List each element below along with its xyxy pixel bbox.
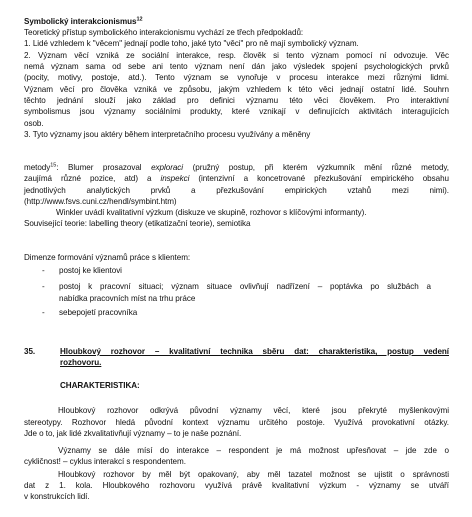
list-item: - postoj k pracovní situaci; význam situace ovlivňují nadřízení – poptávka po službách a	[59, 282, 431, 293]
source-url[interactable]: (http://www.fsvs.cuni.cz/hendl/symbint.htm)	[24, 197, 177, 206]
dimension-title: Dimenze formování významů práce s klientem:	[24, 253, 191, 262]
body-line: stereotypy. Rozhovor hledá původní kontext významu určitého postoje. Využívá provokativní otázky.	[24, 418, 449, 427]
list-item: - sebepojetí pracovníka	[59, 308, 137, 319]
body-line: Jde o to, jak lidé zkvalitativňují významy – to je naše poznání.	[24, 429, 242, 438]
list-item-continued: nabídka pracovních míst na trhu práce	[59, 294, 196, 303]
section-heading: Symbolický interakcionismus$^{12}$	[24, 16, 143, 26]
body-line: nemá význam sama od sebe ani tento význam není dán jako výsledek spojení psychologických prvků	[24, 62, 449, 71]
body-line: 1. Lidé vzhledem k "věcem" jednají podle toho, jaké tyto "věci" pro ně mají symbolický význam.	[24, 39, 359, 48]
characteristics-heading: CHARAKTERISTIKA:	[60, 381, 140, 390]
body-line: cykličnost! – cyklus interakcí s respondentem.	[24, 457, 186, 466]
list-item: - postoj ke klientovi	[59, 266, 122, 277]
body-line: Hloubkový rozhovor odkrývá původní významy věcí, které jsou překryté myšlenkovými	[58, 406, 449, 415]
body-line: Význam věcí pro člověka vzniká ve způsobu, jakým vzhledem k této věci jednají ostatní lidé. Souhrn	[24, 85, 449, 94]
body-line: 2. Význam věcí vzniká ze sociální interakce, resp. člověk si tento význam pomocí ní odvozuje. Věc	[24, 51, 449, 60]
methods-line: jednotlivých analytických prvků a přezkušování empirických vztahů mezi nimi).	[24, 186, 449, 195]
body-line: dat z 1. kola. Hloubkového rozhovoru využívá právě kvalitativní výzkum - významy se utváří	[24, 481, 449, 490]
question-title-cont: rozhovoru.	[60, 358, 102, 367]
body-line: Hloubkový rozhovor by měl být opakovaný, aby měl tazatel možnost se ujistit o správnosti	[58, 470, 449, 479]
methods-line: metody$^{15}$: Blumer prosazoval exploraci (pružný postup, při kterém výzkumník mění různé metody,	[24, 162, 449, 172]
body-line: v konstrukcích lidí.	[24, 492, 90, 501]
body-line: symbolismus jsou významy sociálními produkty, které vznikají v definujících aktivitách interagujících	[24, 107, 449, 116]
methods-line: Winkler uvádí kvalitativní výzkum (diskuze ve skupině, rozhovor s klíčovými informanty).	[56, 208, 367, 217]
body-line: (pocity, motivy, postoje, atd.). Tento význam se vynořuje v procesu interakce mezi různými lidmi.	[24, 73, 449, 82]
body-line: těchto jednání slouží jako základ pro definici významu této věci člověkem. Pro interaktivní	[24, 96, 449, 105]
body-line: 3. Tyto významy jsou aktéry během interpretačního procesu využívány a měněny	[24, 130, 311, 139]
body-line: osob.	[24, 119, 44, 128]
body-line: Teoretický přístup symbolického interakcionismu vychází ze třech předpokladů:	[24, 28, 304, 37]
question-number: 35.	[24, 347, 36, 356]
question-title: Hloubkový rozhovor – kvalitativní technika sběru dat: charakteristika, postup vedení	[60, 347, 449, 356]
related-theories: Související teorie: labelling theory (etikatizační teorie), semiotika	[24, 219, 251, 228]
body-line: Významy se dále mísí do interakce – respondent je má možnost upřesňovat – jde zde o	[58, 446, 449, 455]
methods-line: zaujímá různé pozice, atd) a inspekci (intenzivní a koncetrované přezkušování empirického obsahu	[24, 174, 449, 183]
